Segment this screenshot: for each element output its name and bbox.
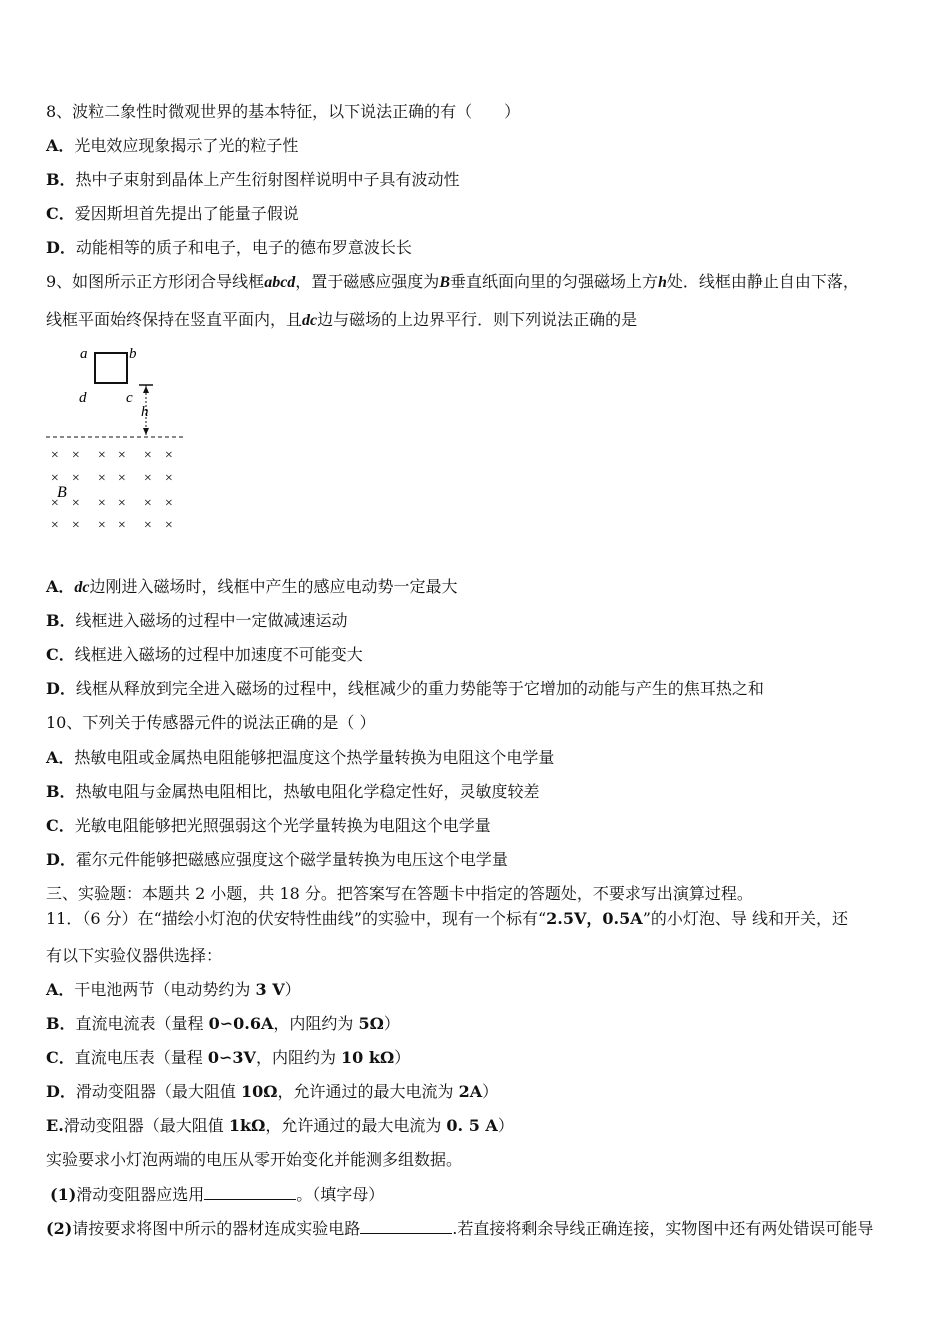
field-symbol: B <box>439 274 450 291</box>
field-cross: × <box>50 518 60 533</box>
q9-stem-line1 <box>46 272 859 293</box>
option-label: A． <box>46 748 75 767</box>
q9-option-c <box>46 645 363 665</box>
field-cross: × <box>143 448 153 463</box>
part-text: 。（填字母） <box>296 1185 385 1204</box>
q10-option-b <box>46 782 540 802</box>
q10-option-d <box>46 850 508 870</box>
field-cross: × <box>117 448 127 463</box>
option-value: 3 V <box>255 980 285 999</box>
option-text: 光敏电阻能够把光照强弱这个光学量转换为电阻这个电学量 <box>74 816 491 835</box>
stem-text: ”的小灯泡、导 线和开关，还 <box>642 909 848 928</box>
stem-text: 9、如图所示正方形闭合导线框 <box>46 272 265 291</box>
field-cross: × <box>71 448 81 463</box>
height-symbol: h <box>658 274 667 291</box>
option-text: ） <box>284 980 301 999</box>
option-label: D． <box>46 1082 76 1101</box>
q9-option-a <box>46 577 458 598</box>
q11-requirement: 实验要求小灯泡两端的电压从零开始变化并能测多组数据。 <box>46 1150 463 1169</box>
option-label: E. <box>46 1116 64 1135</box>
label-B: B <box>57 484 67 501</box>
option-text: 爱因斯坦首先提出了能量子假说 <box>74 204 299 223</box>
section3-heading: 三、实验题：本题共 2 小题，共 18 分。把答案写在答题卡中指定的答题处，不要求写出演算过程。 <box>46 884 753 903</box>
option-value: 0. 5 A <box>446 1116 498 1135</box>
part-number: (2) <box>46 1219 73 1238</box>
field-cross: × <box>71 518 81 533</box>
field-cross: × <box>97 496 107 511</box>
height-arrow-down <box>143 428 149 435</box>
q8-stem: 8、波粒二象性时微观世界的基本特征，以下说法正确的有（ ） <box>46 102 521 121</box>
option-value: 0∽0.6A <box>208 1014 274 1033</box>
field-cross: × <box>71 496 81 511</box>
option-value: 2A <box>458 1082 483 1101</box>
option-label: D． <box>46 238 76 257</box>
option-text: ） <box>497 1116 514 1135</box>
option-label: A． <box>46 577 75 596</box>
field-cross: × <box>164 518 174 533</box>
field-cross: × <box>50 496 60 511</box>
label-b: b <box>129 346 137 362</box>
height-arrow-up <box>143 386 149 393</box>
option-text: ，允许通过的最大电流为 <box>265 1116 447 1135</box>
option-text: 热敏电阻与金属热电阻相比，热敏电阻化学稳定性好，灵敏度较差 <box>75 782 540 801</box>
option-text: ） <box>394 1048 411 1067</box>
field-cross: × <box>50 448 60 463</box>
field-cross: × <box>164 448 174 463</box>
label-c: c <box>126 390 133 406</box>
option-label: C． <box>46 816 75 835</box>
label-h: h <box>141 404 149 420</box>
field-cross: × <box>117 496 127 511</box>
option-text: 滑动变阻器（最大阻值 <box>63 1116 229 1135</box>
option-value: 0∽3V <box>207 1048 256 1067</box>
answer-blank[interactable] <box>204 1184 296 1200</box>
q10-option-a <box>46 748 554 768</box>
option-text: ） <box>383 1014 400 1033</box>
option-label: D． <box>46 679 76 698</box>
edge-symbol: dc <box>74 579 90 596</box>
q11-option-c <box>46 1048 410 1068</box>
q9-stem-line2 <box>46 310 637 331</box>
option-label: B． <box>46 782 76 801</box>
part-text: 请按要求将图中所示的器材连成实验电路 <box>72 1219 361 1238</box>
part-text: 滑动变阻器应选用 <box>76 1185 205 1204</box>
stem-text: 11．（6 分）在“描绘小灯泡的伏安特性曲线”的实验中，现有一个标有“ <box>46 909 547 928</box>
option-label: B． <box>46 611 76 630</box>
option-text: 动能相等的质子和电子，电子的德布罗意波长长 <box>75 238 412 257</box>
q11-stem-line1 <box>46 909 848 929</box>
q10-option-c <box>46 816 491 836</box>
q9-option-d <box>46 679 764 699</box>
q11-part1 <box>50 1184 384 1205</box>
q11-stem-line2: 有以下实验仪器供选择： <box>46 946 223 965</box>
field-cross: × <box>143 518 153 533</box>
label-d: d <box>79 390 87 406</box>
q8-option-a <box>46 136 298 156</box>
option-value: 1kΩ <box>228 1116 266 1135</box>
option-label: C． <box>46 645 75 664</box>
option-label: B． <box>46 170 76 189</box>
q11-option-d <box>46 1082 498 1102</box>
q11-part2 <box>46 1218 873 1239</box>
option-text: 霍尔元件能够把磁感应强度这个磁学量转换为电压这个电学量 <box>75 850 508 869</box>
field-cross: × <box>143 471 153 486</box>
option-value: 10Ω <box>240 1082 278 1101</box>
option-label: B． <box>46 1014 76 1033</box>
option-value: 5Ω <box>358 1014 384 1033</box>
option-text: ，允许通过的最大电流为 <box>277 1082 459 1101</box>
field-cross: × <box>117 471 127 486</box>
q10-stem: 10、下列关于传感器元件的说法正确的是（ ） <box>46 713 376 732</box>
q9-figure <box>40 340 190 540</box>
q9-option-b <box>46 611 348 631</box>
stem-text: 边与磁场的上边界平行．则下列说法正确的是 <box>317 310 638 329</box>
option-text: 光电效应现象揭示了光的粒子性 <box>74 136 299 155</box>
stem-text: 垂直纸面向里的匀强磁场上方 <box>449 272 658 291</box>
option-text: ，内阻约为 <box>255 1048 342 1067</box>
option-text: 线框从释放到完全进入磁场的过程中，线框减少的重力势能等于它增加的动能与产生的焦耳热之和 <box>75 679 764 698</box>
field-cross: × <box>97 518 107 533</box>
field-cross: × <box>97 471 107 486</box>
field-cross: × <box>164 471 174 486</box>
option-value: 10 kΩ <box>341 1048 395 1067</box>
option-text: 热敏电阻或金属热电阻能够把温度这个热学量转换为电阻这个电学量 <box>74 748 555 767</box>
q11-option-a <box>46 980 301 1000</box>
option-text: ） <box>482 1082 499 1101</box>
q11-option-e <box>46 1116 514 1136</box>
wire-frame <box>95 353 127 383</box>
stem-text: 处．线框由静止自由下落， <box>666 272 859 291</box>
option-text: 直流电流表（量程 <box>75 1014 209 1033</box>
option-text: 滑动变阻器（最大阻值 <box>75 1082 241 1101</box>
option-text: 热中子束射到晶体上产生衍射图样说明中子具有波动性 <box>75 170 460 189</box>
field-cross: × <box>117 518 127 533</box>
edge-symbol: dc <box>302 312 318 329</box>
option-text: 线框进入磁场的过程中一定做减速运动 <box>75 611 348 630</box>
field-cross: × <box>50 471 60 486</box>
option-label: A． <box>46 136 75 155</box>
q11-option-b <box>46 1014 400 1034</box>
magnetic-field-crosses <box>50 448 173 533</box>
frame-symbol: abcd <box>264 274 296 291</box>
bulb-spec: 2.5V，0.5A <box>546 909 643 928</box>
option-text: 干电池两节（电动势约为 <box>74 980 256 999</box>
stem-text: 线框平面始终保持在竖直平面内，且 <box>46 310 303 329</box>
option-text: ，内阻约为 <box>273 1014 359 1033</box>
option-label: C． <box>46 1048 75 1067</box>
field-cross: × <box>97 448 107 463</box>
q8-option-d <box>46 238 412 258</box>
label-a: a <box>80 346 88 362</box>
q8-option-c <box>46 204 299 224</box>
part-text: .若直接将剩余导线正确连接，实物图中还有两处错误可能导 <box>452 1219 874 1238</box>
option-label: C． <box>46 204 75 223</box>
q8-option-b <box>46 170 460 190</box>
answer-blank[interactable] <box>360 1218 452 1234</box>
option-label: A． <box>46 980 75 999</box>
field-cross: × <box>71 471 81 486</box>
stem-text: ，置于磁感应强度为 <box>295 272 440 291</box>
field-cross: × <box>164 496 174 511</box>
option-label: D． <box>46 850 76 869</box>
field-cross: × <box>143 496 153 511</box>
option-text: 直流电压表（量程 <box>74 1048 208 1067</box>
part-number: (1) <box>50 1185 77 1204</box>
option-text: 边刚进入磁场时，线框中产生的感应电动势一定最大 <box>89 577 458 596</box>
option-text: 线框进入磁场的过程中加速度不可能变大 <box>74 645 363 664</box>
